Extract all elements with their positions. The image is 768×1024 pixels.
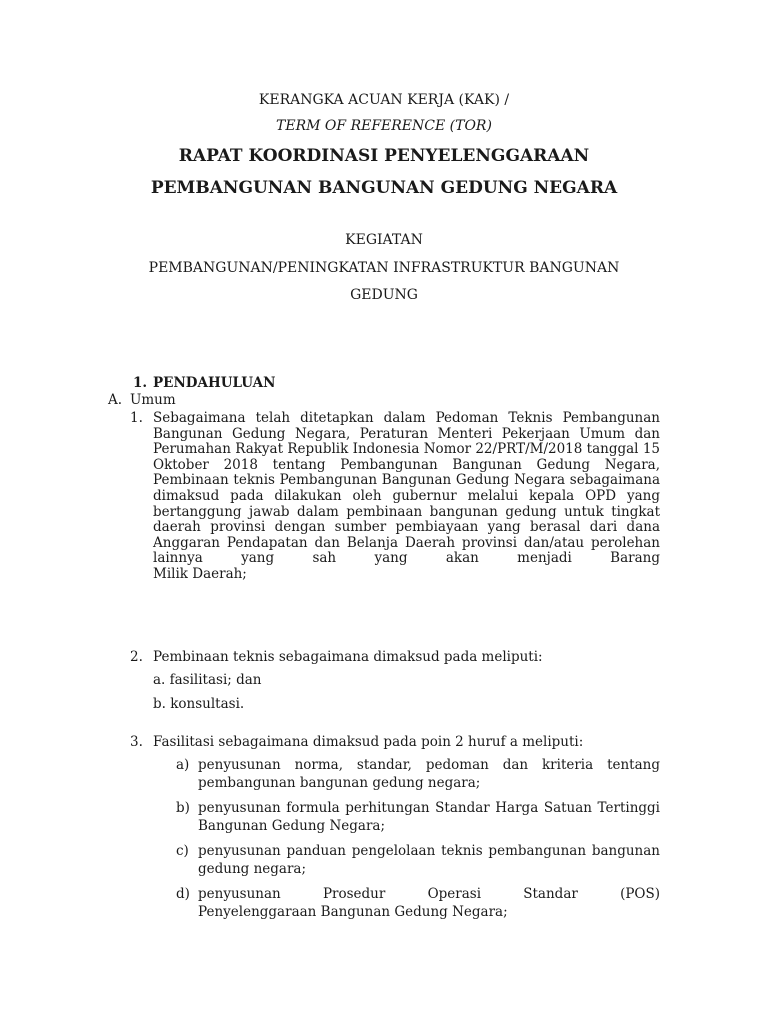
sub-item-label: d) bbox=[176, 886, 190, 902]
sub-item-text: penyusunan panduan pengelolaan teknis pembangunan bangunan gedung negara; bbox=[198, 843, 660, 877]
sub-list-item bbox=[176, 885, 660, 921]
option-item: a. fasilitasi; dan bbox=[153, 672, 262, 688]
section-heading bbox=[133, 375, 275, 391]
subsection-heading bbox=[108, 392, 176, 408]
sub-item-text: penyusunan Prosedur Operasi Standar (POS) bbox=[198, 886, 660, 902]
sub-list-item bbox=[176, 756, 660, 792]
sub-item-text-last-line: Penyelenggaraan Bangunan Gedung Negara; bbox=[198, 904, 508, 920]
item-number: 1. bbox=[130, 410, 143, 426]
item-paragraph bbox=[153, 411, 660, 583]
item-text: Sebagaimana telah ditetapkan dalam Pedoman Teknis Pembangunan Bangunan Gedung Negara, Peraturan Menteri Pekerjaan Umum dan Perumahan Rakyat Republik Indonesia Nomor 22/PRT/M/2018 tanggal 15 Oktober 2018 tentang Pembangunan Bangunan Gedung Negara, Pembinaan teknis Pembangunan Bangunan Gedung Negara sebagaimana dimaksud pada dilakukan oleh gubernur melalui kepala OPD yang bertanggung jawab dalam pembinaan bangunan gedung untuk tingkat daerah provinsi dengan sumber pembiayaan yang berasal dari dana Anggaran Pendapatan dan Belanja Daerah provinsi dan/atau perolehan lainnya yang sah yang akan menjadi Barang bbox=[153, 410, 660, 567]
document-title-line-2: PEMBANGUNAN BANGUNAN GEDUNG NEGARA bbox=[150, 178, 618, 198]
kegiatan-name-line-2: GEDUNG bbox=[350, 287, 418, 303]
kegiatan-label: KEGIATAN bbox=[345, 232, 423, 248]
list-item bbox=[130, 411, 660, 583]
list-item bbox=[130, 648, 660, 666]
sub-list-item bbox=[176, 799, 660, 835]
sub-item-text: penyusunan norma, standar, pedoman dan kriteria tentang pembangunan bangunan gedung negara; bbox=[198, 757, 660, 791]
item-number: 2. bbox=[130, 649, 143, 665]
kegiatan-name-line-1: PEMBANGUNAN/PENINGKATAN INFRASTRUKTUR BANGUNAN bbox=[148, 260, 620, 276]
sub-item-label: a) bbox=[176, 757, 190, 773]
kak-heading: KERANGKA ACUAN KERJA (KAK) / bbox=[258, 92, 510, 108]
list-item bbox=[130, 733, 660, 751]
subsection-title: Umum bbox=[130, 392, 176, 408]
document-title-line-1: RAPAT KOORDINASI PENYELENGGARAAN bbox=[178, 146, 590, 166]
sub-item-text: penyusunan formula perhitungan Standar Harga Satuan Tertinggi Bangunan Gedung Negara; bbox=[198, 800, 660, 834]
section-title: PENDAHULUAN bbox=[153, 375, 276, 391]
tor-heading: TERM OF REFERENCE (TOR) bbox=[276, 118, 492, 134]
sub-item-paragraph bbox=[198, 885, 660, 921]
sub-item-label: b) bbox=[176, 800, 190, 816]
item-text-last-line: Milik Daerah; bbox=[153, 565, 247, 582]
item-number: 3. bbox=[130, 734, 143, 750]
option-item: b. konsultasi. bbox=[153, 696, 245, 712]
item-text: Fasilitasi sebagaimana dimaksud pada poin 2 huruf a meliputi: bbox=[153, 734, 584, 750]
item-text: Pembinaan teknis sebagaimana dimaksud pada meliputi: bbox=[153, 649, 543, 665]
section-number: 1. bbox=[133, 375, 148, 391]
sub-list-item bbox=[176, 842, 660, 878]
sub-item-label: c) bbox=[176, 843, 189, 859]
subsection-letter: A. bbox=[108, 392, 123, 408]
